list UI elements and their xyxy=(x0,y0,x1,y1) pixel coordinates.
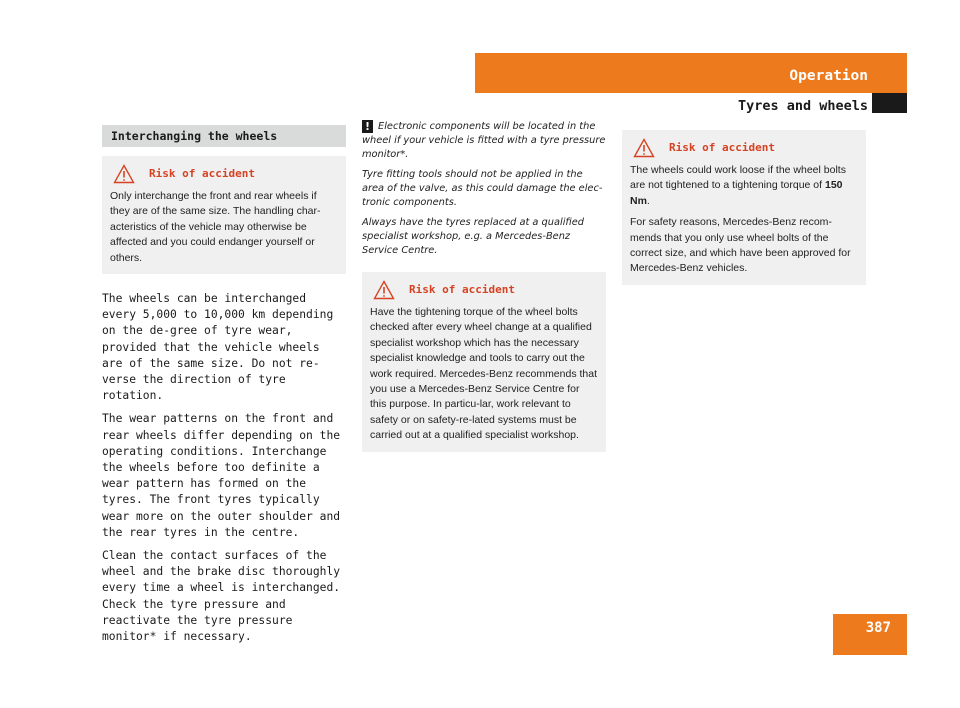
note-text: Electronic components will be located in the wheel if your vehicle is fitted with a tyre pressure monitor*. xyxy=(362,121,606,160)
warning-text xyxy=(630,163,858,209)
column-1 xyxy=(102,125,346,645)
warning-title: Risk of accident xyxy=(669,141,775,155)
warning-triangle-icon xyxy=(373,280,395,300)
warning-header xyxy=(630,137,858,159)
page-number-box xyxy=(833,614,907,655)
warning-title: Risk of accident xyxy=(149,167,255,181)
warning-text: Only interchange the front and rear wheels if they are of the same size. The handling char-acteristics of the vehicle may otherwise be affected and you could endanger yourself or others. xyxy=(110,190,321,264)
header-section-title: Operation xyxy=(789,68,868,84)
page-number: 387 xyxy=(865,620,891,636)
warning-text: For safety reasons, Mercedes-Benz recom-mends that you only use wheel bolts of the correct size, and which have been approved for Mercedes-Benz vehicles. xyxy=(630,216,851,275)
paragraph: Clean the contact surfaces of the wheel and the brake disc thoroughly every time a wheel is interchanged. Check the tyre pressure and reactivate the tyre pressure monitor* if necessary. xyxy=(102,549,341,644)
warning-text-part: . xyxy=(646,194,650,207)
warning-text: Have the tightening torque of the wheel bolts checked after every wheel change at a qualified specialist workshop which has the necessary specialist knowledge and tools to carry out the work required. Mercedes-Benz recommends that you use a Mercedes-Benz Service Centre for this purpose. In particu-lar, work relevant to safety or on safety-re-lated systems must be carried out at a qualified specialist workshop. xyxy=(370,306,598,442)
exclamation-icon: ! xyxy=(362,120,373,133)
warning-title: Risk of accident xyxy=(409,283,515,297)
notes-block xyxy=(362,120,606,258)
note-paragraph: Always have the tyres replaced at a qualified specialist workshop, e.g. a Mercedes-Benz Service Centre. xyxy=(362,217,584,256)
body-text xyxy=(102,291,346,645)
torque-value: 150 Nm xyxy=(630,179,843,207)
column-3 xyxy=(622,130,866,285)
warning-text-part: The wheels could work loose if the wheel bolts are not tightened to a tightening torque of xyxy=(630,164,846,192)
warning-header xyxy=(110,163,338,185)
warning-box xyxy=(622,130,866,285)
warning-triangle-icon xyxy=(633,138,655,158)
paragraph: The wheels can be interchanged every 5,000 to 10,000 km depending on the de-gree of tyre wear, provided that the vehicle wheels are of the same size. Do not re-verse the direction of tyre rotation. xyxy=(102,292,334,403)
paragraph: The wear patterns on the front and rear wheels differ depending on the operating conditions. Interchange the wheels before too definite a wear pattern has formed on the tyres. The front tyres typically wear more on the outer shoulder and the rear tyres in the centre. xyxy=(102,412,341,539)
header-subsection-title: Tyres and wheels xyxy=(737,98,868,114)
header-tab-marker xyxy=(872,93,907,113)
note-paragraph xyxy=(362,120,606,162)
warning-header xyxy=(370,279,598,301)
warning-box xyxy=(362,272,606,452)
note-paragraph: Tyre fitting tools should not be applied in the area of the valve, as this could damage the elec-tronic components. xyxy=(362,169,603,208)
warning-triangle-icon xyxy=(113,164,135,184)
column-2 xyxy=(362,120,606,452)
warning-box xyxy=(102,156,346,274)
section-heading: Interchanging the wheels xyxy=(102,125,346,147)
